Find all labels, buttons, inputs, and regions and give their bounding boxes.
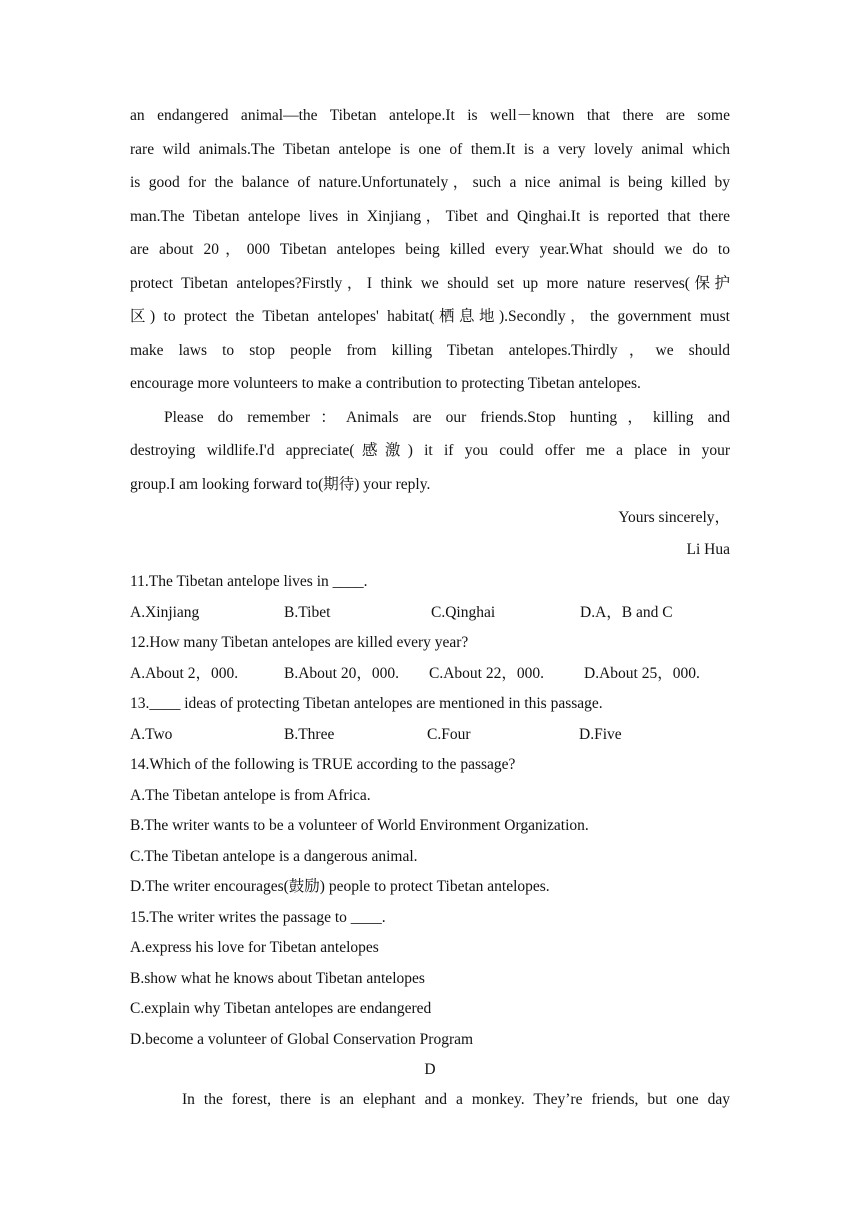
text-line: rare wild animals.The Tibetan antelope is one of them.It is a very lovely animal which [130,140,730,158]
option-d: D.A，B and C [580,603,673,621]
text-line: group.I am looking forward to(期待) your reply. [130,475,431,493]
option-a: A.About 2，000. [130,664,239,682]
question-12 [130,628,730,689]
option-c: C.Qinghai [431,603,496,621]
option-a: A.The Tibetan antelope is from Africa. [130,786,371,804]
question-14 [130,750,730,903]
option-c: C.explain why Tibetan antelopes are endangered [130,1000,432,1017]
option-d: D.The writer encourages(鼓励) people to protect Tibetan antelopes. [130,878,550,895]
question-15 [130,903,730,1056]
section-d-first-line: In the forest, there is an elephant and a monkey. They’re friends, but one day [182,1091,730,1108]
option-b: B.About 20，000. [284,664,399,682]
option-b: B.Tibet [284,603,331,621]
section-heading: D [424,1061,436,1078]
text-line: encourage more volunteers to make a contribution to protecting Tibetan antelopes. [130,375,641,392]
question-stem: 12.How many Tibetan antelopes are killed every year? [130,634,469,651]
text-line: an endangered animal—the Tibetan antelope.It is well－known that there are some [130,107,730,124]
letter-signature: Li Hua [686,541,730,558]
option-d: D.About 25，000. [584,664,700,682]
option-a: A.Two [130,725,173,743]
option-c: C.About 22，000. [429,664,544,682]
text-line: is good for the balance of nature.Unfortunately，such a nice animal is being killed by [130,174,730,191]
question-options [130,720,730,751]
letter-closing: Yours sincerely， [618,509,730,526]
text-line: make laws to stop people from killing Tibetan antelopes.Thirdly，we should [130,341,730,359]
option-b: B.The writer wants to be a volunteer of World Environment Organization. [130,817,589,834]
text-line: destroying wildlife.I'd appreciate(感激) it if you could offer me a place in your [130,442,730,459]
question-options [130,598,730,629]
question-11 [130,567,730,628]
text-line: Please do remember：Animals are our friends.Stop hunting，killing and [164,408,730,426]
option-c: C.The Tibetan antelope is a dangerous animal. [130,847,418,865]
question-stem: 13.____ ideas of protecting Tibetan antelopes are mentioned in this passage. [130,695,603,712]
question-stem: 14.Which of the following is TRUE according to the passage? [130,756,516,773]
option-c: C.Four [427,725,471,743]
question-stem: 15.The writer writes the passage to ____. [130,908,386,926]
letter-paragraph-2 [130,403,730,504]
option-a: A.express his love for Tibetan antelopes [130,939,379,956]
document-page [130,101,730,1119]
option-d: D.become a volunteer of Global Conservation Program [130,1030,474,1048]
option-b: B.show what he knows about Tibetan antelopes [130,969,425,987]
option-a: A.Xinjiang [130,603,200,621]
option-b: B.Three [284,725,335,743]
question-stem: 11.The Tibetan antelope lives in ____. [130,573,368,590]
letter-paragraph-1 [130,101,730,403]
question-options [130,659,730,690]
text-line: 区) to protect the Tibetan antelopes' habitat(栖息地).Secondly，the government must [130,308,730,325]
question-13 [130,689,730,750]
option-d: D.Five [579,725,622,743]
text-line: are about 20，000 Tibetan antelopes being killed every year.What should we do to [130,241,730,258]
text-line: protect Tibetan antelopes?Firstly，I think we should set up more nature reserves(保护 [130,274,730,292]
text-line: man.The Tibetan antelope lives in Xinjiang，Tibet and Qinghai.It is reported that there [130,207,730,225]
